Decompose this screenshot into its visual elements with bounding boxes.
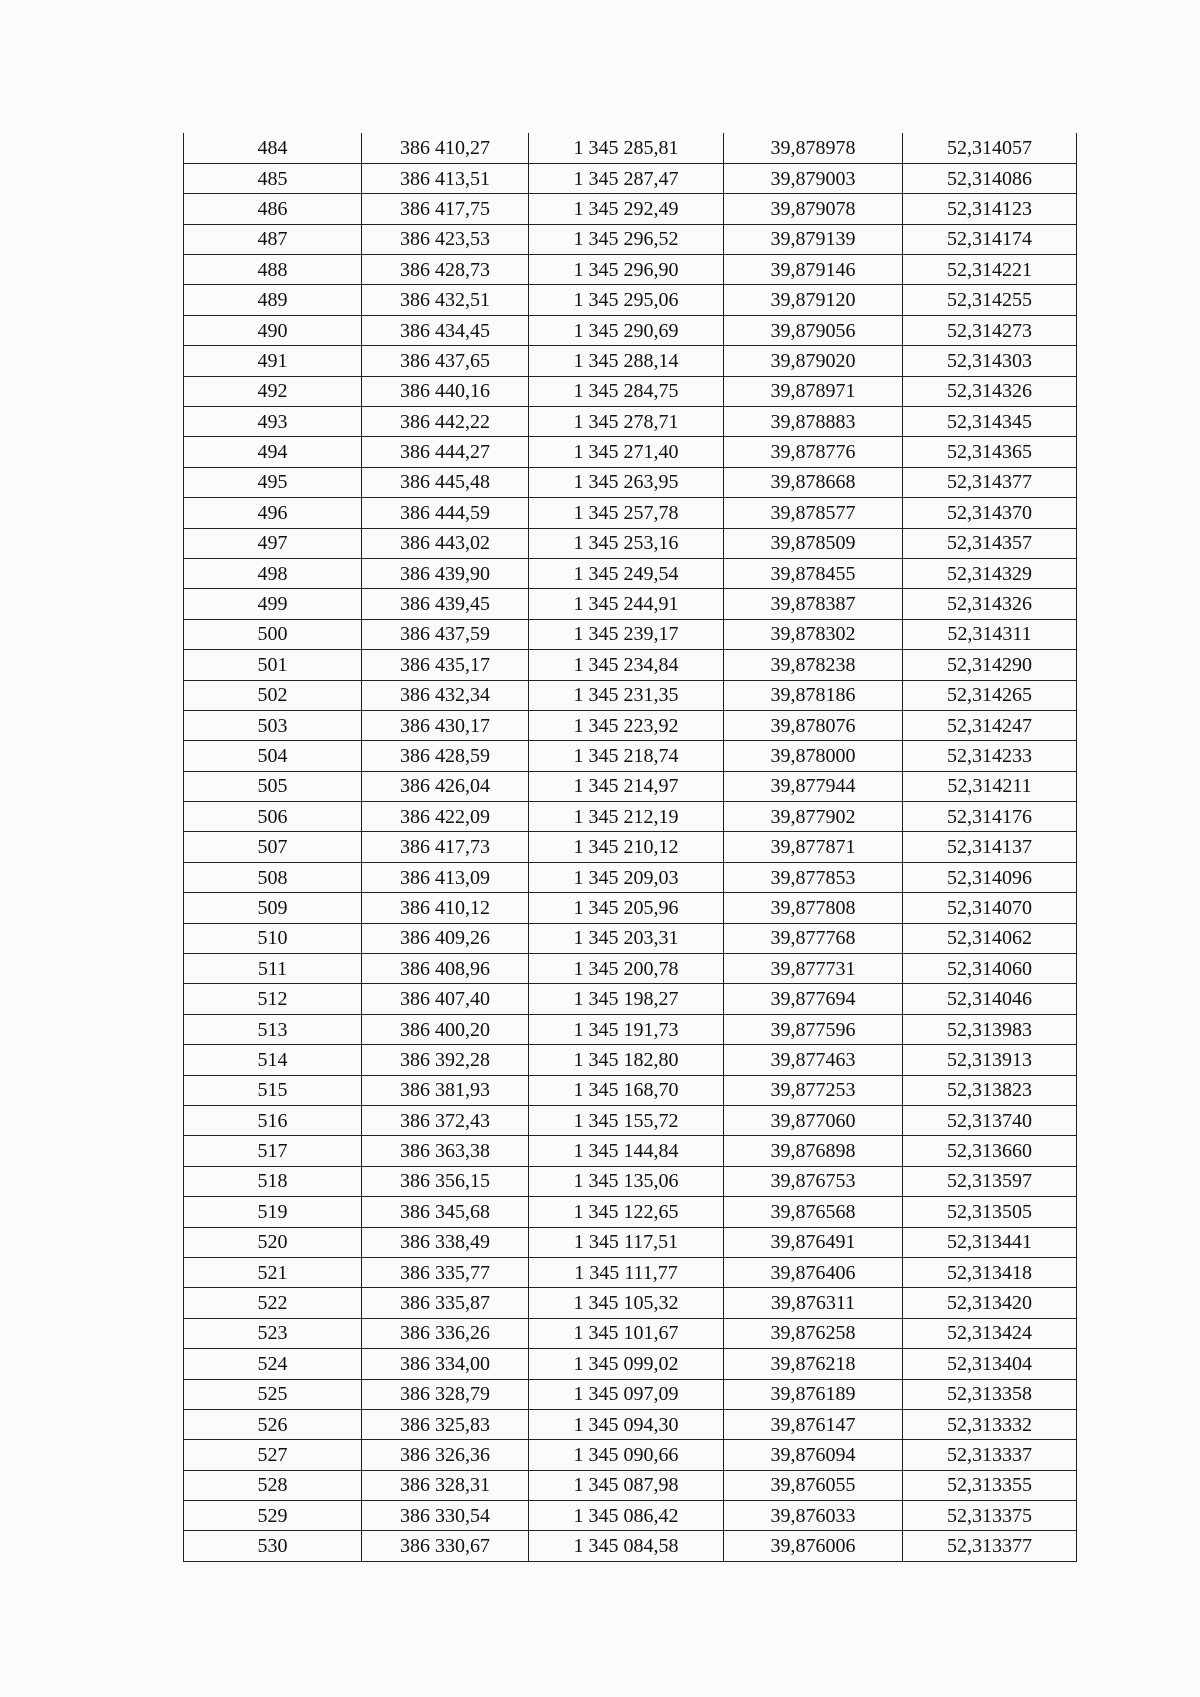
point-number-cell: 487 (184, 224, 362, 254)
table-row (184, 133, 1077, 163)
y-coordinate-cell: 1 345 191,73 (529, 1014, 724, 1044)
longitude-cell: 52,314086 (903, 163, 1077, 193)
latitude-cell: 39,877463 (724, 1045, 903, 1075)
latitude-cell: 39,876568 (724, 1197, 903, 1227)
point-number-cell: 499 (184, 589, 362, 619)
table-row (184, 1045, 1077, 1075)
y-coordinate-cell: 1 345 295,06 (529, 285, 724, 315)
x-coordinate-cell: 386 409,26 (362, 923, 529, 953)
y-coordinate-cell: 1 345 290,69 (529, 315, 724, 345)
table-row (184, 771, 1077, 801)
longitude-cell: 52,313377 (903, 1531, 1077, 1561)
x-coordinate-cell: 386 328,79 (362, 1379, 529, 1409)
point-number-cell: 518 (184, 1166, 362, 1196)
table-row (184, 407, 1077, 437)
latitude-cell: 39,876189 (724, 1379, 903, 1409)
latitude-cell: 39,878776 (724, 437, 903, 467)
x-coordinate-cell: 386 437,59 (362, 619, 529, 649)
point-number-cell: 500 (184, 619, 362, 649)
point-number-cell: 530 (184, 1531, 362, 1561)
table-row (184, 1106, 1077, 1136)
y-coordinate-cell: 1 345 090,66 (529, 1440, 724, 1470)
x-coordinate-cell: 386 356,15 (362, 1166, 529, 1196)
longitude-cell: 52,313660 (903, 1136, 1077, 1166)
table-row (184, 893, 1077, 923)
x-coordinate-cell: 386 413,51 (362, 163, 529, 193)
point-number-cell: 515 (184, 1075, 362, 1105)
latitude-cell: 39,878000 (724, 741, 903, 771)
table-row (184, 741, 1077, 771)
x-coordinate-cell: 386 326,36 (362, 1440, 529, 1470)
x-coordinate-cell: 386 417,73 (362, 832, 529, 862)
point-number-cell: 485 (184, 163, 362, 193)
y-coordinate-cell: 1 345 200,78 (529, 954, 724, 984)
longitude-cell: 52,314311 (903, 619, 1077, 649)
longitude-cell: 52,313983 (903, 1014, 1077, 1044)
latitude-cell: 39,876147 (724, 1409, 903, 1439)
point-number-cell: 510 (184, 923, 362, 953)
latitude-cell: 39,879120 (724, 285, 903, 315)
latitude-cell: 39,876218 (724, 1349, 903, 1379)
latitude-cell: 39,877871 (724, 832, 903, 862)
latitude-cell: 39,876094 (724, 1440, 903, 1470)
point-number-cell: 497 (184, 528, 362, 558)
x-coordinate-cell: 386 432,51 (362, 285, 529, 315)
point-number-cell: 520 (184, 1227, 362, 1257)
x-coordinate-cell: 386 440,16 (362, 376, 529, 406)
point-number-cell: 511 (184, 954, 362, 984)
y-coordinate-cell: 1 345 287,47 (529, 163, 724, 193)
point-number-cell: 522 (184, 1288, 362, 1318)
latitude-cell: 39,877808 (724, 893, 903, 923)
latitude-cell: 39,878186 (724, 680, 903, 710)
coordinates-table-body (184, 133, 1077, 1561)
table-row (184, 862, 1077, 892)
y-coordinate-cell: 1 345 087,98 (529, 1470, 724, 1500)
point-number-cell: 486 (184, 194, 362, 224)
longitude-cell: 52,314326 (903, 376, 1077, 406)
table-row (184, 650, 1077, 680)
latitude-cell: 39,878978 (724, 133, 903, 163)
y-coordinate-cell: 1 345 144,84 (529, 1136, 724, 1166)
x-coordinate-cell: 386 445,48 (362, 467, 529, 497)
longitude-cell: 52,313355 (903, 1470, 1077, 1500)
table-row (184, 1318, 1077, 1348)
y-coordinate-cell: 1 345 218,74 (529, 741, 724, 771)
y-coordinate-cell: 1 345 271,40 (529, 437, 724, 467)
longitude-cell: 52,313740 (903, 1106, 1077, 1136)
x-coordinate-cell: 386 408,96 (362, 954, 529, 984)
longitude-cell: 52,314211 (903, 771, 1077, 801)
longitude-cell: 52,313375 (903, 1501, 1077, 1531)
point-number-cell: 526 (184, 1409, 362, 1439)
latitude-cell: 39,877596 (724, 1014, 903, 1044)
longitude-cell: 52,313441 (903, 1227, 1077, 1257)
longitude-cell: 52,314326 (903, 589, 1077, 619)
x-coordinate-cell: 386 444,59 (362, 498, 529, 528)
x-coordinate-cell: 386 372,43 (362, 1106, 529, 1136)
latitude-cell: 39,879139 (724, 224, 903, 254)
table-row (184, 1440, 1077, 1470)
longitude-cell: 52,314070 (903, 893, 1077, 923)
x-coordinate-cell: 386 423,53 (362, 224, 529, 254)
longitude-cell: 52,314255 (903, 285, 1077, 315)
longitude-cell: 52,314096 (903, 862, 1077, 892)
y-coordinate-cell: 1 345 212,19 (529, 802, 724, 832)
table-row (184, 498, 1077, 528)
y-coordinate-cell: 1 345 249,54 (529, 558, 724, 588)
table-row (184, 163, 1077, 193)
latitude-cell: 39,878971 (724, 376, 903, 406)
table-row (184, 923, 1077, 953)
y-coordinate-cell: 1 345 285,81 (529, 133, 724, 163)
point-number-cell: 488 (184, 255, 362, 285)
point-number-cell: 504 (184, 741, 362, 771)
y-coordinate-cell: 1 345 253,16 (529, 528, 724, 558)
longitude-cell: 52,314233 (903, 741, 1077, 771)
x-coordinate-cell: 386 410,12 (362, 893, 529, 923)
y-coordinate-cell: 1 345 278,71 (529, 407, 724, 437)
longitude-cell: 52,314174 (903, 224, 1077, 254)
point-number-cell: 490 (184, 315, 362, 345)
point-number-cell: 496 (184, 498, 362, 528)
y-coordinate-cell: 1 345 117,51 (529, 1227, 724, 1257)
x-coordinate-cell: 386 434,45 (362, 315, 529, 345)
latitude-cell: 39,877060 (724, 1106, 903, 1136)
table-row (184, 1288, 1077, 1318)
latitude-cell: 39,878076 (724, 710, 903, 740)
x-coordinate-cell: 386 328,31 (362, 1470, 529, 1500)
latitude-cell: 39,879078 (724, 194, 903, 224)
longitude-cell: 52,313420 (903, 1288, 1077, 1318)
point-number-cell: 494 (184, 437, 362, 467)
table-row (184, 619, 1077, 649)
table-row (184, 1349, 1077, 1379)
x-coordinate-cell: 386 410,27 (362, 133, 529, 163)
table-row (184, 315, 1077, 345)
table-row (184, 1014, 1077, 1044)
table-row (184, 224, 1077, 254)
latitude-cell: 39,878302 (724, 619, 903, 649)
point-number-cell: 505 (184, 771, 362, 801)
point-number-cell: 525 (184, 1379, 362, 1409)
x-coordinate-cell: 386 335,87 (362, 1288, 529, 1318)
y-coordinate-cell: 1 345 099,02 (529, 1349, 724, 1379)
y-coordinate-cell: 1 345 244,91 (529, 589, 724, 619)
table-row (184, 954, 1077, 984)
longitude-cell: 52,314057 (903, 133, 1077, 163)
y-coordinate-cell: 1 345 086,42 (529, 1501, 724, 1531)
point-number-cell: 489 (184, 285, 362, 315)
x-coordinate-cell: 386 428,73 (362, 255, 529, 285)
table-row (184, 1197, 1077, 1227)
point-number-cell: 492 (184, 376, 362, 406)
longitude-cell: 52,313505 (903, 1197, 1077, 1227)
y-coordinate-cell: 1 345 239,17 (529, 619, 724, 649)
point-number-cell: 502 (184, 680, 362, 710)
y-coordinate-cell: 1 345 168,70 (529, 1075, 724, 1105)
longitude-cell: 52,314365 (903, 437, 1077, 467)
longitude-cell: 52,313424 (903, 1318, 1077, 1348)
latitude-cell: 39,879056 (724, 315, 903, 345)
longitude-cell: 52,314123 (903, 194, 1077, 224)
table-row (184, 1227, 1077, 1257)
x-coordinate-cell: 386 325,83 (362, 1409, 529, 1439)
latitude-cell: 39,878668 (724, 467, 903, 497)
point-number-cell: 527 (184, 1440, 362, 1470)
latitude-cell: 39,877694 (724, 984, 903, 1014)
longitude-cell: 52,314221 (903, 255, 1077, 285)
latitude-cell: 39,878238 (724, 650, 903, 680)
table-row (184, 710, 1077, 740)
latitude-cell: 39,877853 (724, 862, 903, 892)
y-coordinate-cell: 1 345 292,49 (529, 194, 724, 224)
x-coordinate-cell: 386 330,54 (362, 1501, 529, 1531)
point-number-cell: 516 (184, 1106, 362, 1136)
longitude-cell: 52,313332 (903, 1409, 1077, 1439)
x-coordinate-cell: 386 345,68 (362, 1197, 529, 1227)
x-coordinate-cell: 386 400,20 (362, 1014, 529, 1044)
y-coordinate-cell: 1 345 135,06 (529, 1166, 724, 1196)
longitude-cell: 52,314062 (903, 923, 1077, 953)
longitude-cell: 52,314329 (903, 558, 1077, 588)
longitude-cell: 52,313418 (903, 1257, 1077, 1287)
table-row (184, 1166, 1077, 1196)
table-row (184, 346, 1077, 376)
point-number-cell: 512 (184, 984, 362, 1014)
latitude-cell: 39,877253 (724, 1075, 903, 1105)
x-coordinate-cell: 386 426,04 (362, 771, 529, 801)
y-coordinate-cell: 1 345 122,65 (529, 1197, 724, 1227)
x-coordinate-cell: 386 413,09 (362, 862, 529, 892)
longitude-cell: 52,313358 (903, 1379, 1077, 1409)
latitude-cell: 39,879003 (724, 163, 903, 193)
point-number-cell: 506 (184, 802, 362, 832)
point-number-cell: 491 (184, 346, 362, 376)
x-coordinate-cell: 386 435,17 (362, 650, 529, 680)
longitude-cell: 52,314046 (903, 984, 1077, 1014)
latitude-cell: 39,878455 (724, 558, 903, 588)
point-number-cell: 524 (184, 1349, 362, 1379)
table-row (184, 1501, 1077, 1531)
point-number-cell: 503 (184, 710, 362, 740)
point-number-cell: 513 (184, 1014, 362, 1044)
point-number-cell: 529 (184, 1501, 362, 1531)
y-coordinate-cell: 1 345 210,12 (529, 832, 724, 862)
y-coordinate-cell: 1 345 182,80 (529, 1045, 724, 1075)
point-number-cell: 519 (184, 1197, 362, 1227)
y-coordinate-cell: 1 345 111,77 (529, 1257, 724, 1287)
latitude-cell: 39,876311 (724, 1288, 903, 1318)
point-number-cell: 521 (184, 1257, 362, 1287)
y-coordinate-cell: 1 345 198,27 (529, 984, 724, 1014)
point-number-cell: 508 (184, 862, 362, 892)
longitude-cell: 52,314290 (903, 650, 1077, 680)
point-number-cell: 509 (184, 893, 362, 923)
longitude-cell: 52,314137 (903, 832, 1077, 862)
x-coordinate-cell: 386 338,49 (362, 1227, 529, 1257)
x-coordinate-cell: 386 334,00 (362, 1349, 529, 1379)
point-number-cell: 501 (184, 650, 362, 680)
latitude-cell: 39,876491 (724, 1227, 903, 1257)
longitude-cell: 52,313597 (903, 1166, 1077, 1196)
x-coordinate-cell: 386 428,59 (362, 741, 529, 771)
latitude-cell: 39,879146 (724, 255, 903, 285)
latitude-cell: 39,876898 (724, 1136, 903, 1166)
table-row (184, 255, 1077, 285)
table-row (184, 1136, 1077, 1166)
table-row (184, 832, 1077, 862)
latitude-cell: 39,876055 (724, 1470, 903, 1500)
latitude-cell: 39,876753 (724, 1166, 903, 1196)
table-row (184, 1257, 1077, 1287)
latitude-cell: 39,879020 (724, 346, 903, 376)
x-coordinate-cell: 386 422,09 (362, 802, 529, 832)
longitude-cell: 52,313823 (903, 1075, 1077, 1105)
y-coordinate-cell: 1 345 223,92 (529, 710, 724, 740)
y-coordinate-cell: 1 345 296,52 (529, 224, 724, 254)
longitude-cell: 52,314370 (903, 498, 1077, 528)
x-coordinate-cell: 386 439,90 (362, 558, 529, 588)
latitude-cell: 39,878577 (724, 498, 903, 528)
table-row (184, 680, 1077, 710)
longitude-cell: 52,313337 (903, 1440, 1077, 1470)
longitude-cell: 52,314247 (903, 710, 1077, 740)
x-coordinate-cell: 386 430,17 (362, 710, 529, 740)
x-coordinate-cell: 386 437,65 (362, 346, 529, 376)
y-coordinate-cell: 1 345 296,90 (529, 255, 724, 285)
y-coordinate-cell: 1 345 105,32 (529, 1288, 724, 1318)
y-coordinate-cell: 1 345 101,67 (529, 1318, 724, 1348)
table-row (184, 467, 1077, 497)
longitude-cell: 52,314060 (903, 954, 1077, 984)
x-coordinate-cell: 386 381,93 (362, 1075, 529, 1105)
table-row (184, 285, 1077, 315)
y-coordinate-cell: 1 345 209,03 (529, 862, 724, 892)
x-coordinate-cell: 386 439,45 (362, 589, 529, 619)
table-row (184, 376, 1077, 406)
x-coordinate-cell: 386 443,02 (362, 528, 529, 558)
table-row (184, 1470, 1077, 1500)
x-coordinate-cell: 386 407,40 (362, 984, 529, 1014)
longitude-cell: 52,314377 (903, 467, 1077, 497)
table-row (184, 1075, 1077, 1105)
table-row (184, 558, 1077, 588)
point-number-cell: 493 (184, 407, 362, 437)
y-coordinate-cell: 1 345 097,09 (529, 1379, 724, 1409)
latitude-cell: 39,876406 (724, 1257, 903, 1287)
longitude-cell: 52,314303 (903, 346, 1077, 376)
x-coordinate-cell: 386 432,34 (362, 680, 529, 710)
point-number-cell: 495 (184, 467, 362, 497)
table-row (184, 528, 1077, 558)
latitude-cell: 39,878387 (724, 589, 903, 619)
x-coordinate-cell: 386 444,27 (362, 437, 529, 467)
x-coordinate-cell: 386 330,67 (362, 1531, 529, 1561)
y-coordinate-cell: 1 345 288,14 (529, 346, 724, 376)
point-number-cell: 523 (184, 1318, 362, 1348)
point-number-cell: 528 (184, 1470, 362, 1500)
point-number-cell: 514 (184, 1045, 362, 1075)
y-coordinate-cell: 1 345 234,84 (529, 650, 724, 680)
table-row (184, 589, 1077, 619)
longitude-cell: 52,313913 (903, 1045, 1077, 1075)
longitude-cell: 52,314265 (903, 680, 1077, 710)
table-row (184, 802, 1077, 832)
latitude-cell: 39,877902 (724, 802, 903, 832)
y-coordinate-cell: 1 345 155,72 (529, 1106, 724, 1136)
table-row (184, 1409, 1077, 1439)
x-coordinate-cell: 386 335,77 (362, 1257, 529, 1287)
y-coordinate-cell: 1 345 203,31 (529, 923, 724, 953)
y-coordinate-cell: 1 345 094,30 (529, 1409, 724, 1439)
y-coordinate-cell: 1 345 284,75 (529, 376, 724, 406)
table-row (184, 984, 1077, 1014)
table-row (184, 1379, 1077, 1409)
latitude-cell: 39,877944 (724, 771, 903, 801)
x-coordinate-cell: 386 336,26 (362, 1318, 529, 1348)
point-number-cell: 498 (184, 558, 362, 588)
y-coordinate-cell: 1 345 231,35 (529, 680, 724, 710)
point-number-cell: 517 (184, 1136, 362, 1166)
point-number-cell: 507 (184, 832, 362, 862)
longitude-cell: 52,314273 (903, 315, 1077, 345)
latitude-cell: 39,877768 (724, 923, 903, 953)
table-row (184, 194, 1077, 224)
y-coordinate-cell: 1 345 205,96 (529, 893, 724, 923)
longitude-cell: 52,314357 (903, 528, 1077, 558)
latitude-cell: 39,876033 (724, 1501, 903, 1531)
longitude-cell: 52,314345 (903, 407, 1077, 437)
coordinates-table (183, 133, 1077, 1562)
longitude-cell: 52,313404 (903, 1349, 1077, 1379)
table-row (184, 437, 1077, 467)
y-coordinate-cell: 1 345 263,95 (529, 467, 724, 497)
latitude-cell: 39,876258 (724, 1318, 903, 1348)
table-row (184, 1531, 1077, 1561)
y-coordinate-cell: 1 345 084,58 (529, 1531, 724, 1561)
latitude-cell: 39,878883 (724, 407, 903, 437)
latitude-cell: 39,878509 (724, 528, 903, 558)
longitude-cell: 52,314176 (903, 802, 1077, 832)
x-coordinate-cell: 386 417,75 (362, 194, 529, 224)
point-number-cell: 484 (184, 133, 362, 163)
y-coordinate-cell: 1 345 257,78 (529, 498, 724, 528)
y-coordinate-cell: 1 345 214,97 (529, 771, 724, 801)
x-coordinate-cell: 386 363,38 (362, 1136, 529, 1166)
latitude-cell: 39,877731 (724, 954, 903, 984)
latitude-cell: 39,876006 (724, 1531, 903, 1561)
x-coordinate-cell: 386 442,22 (362, 407, 529, 437)
x-coordinate-cell: 386 392,28 (362, 1045, 529, 1075)
